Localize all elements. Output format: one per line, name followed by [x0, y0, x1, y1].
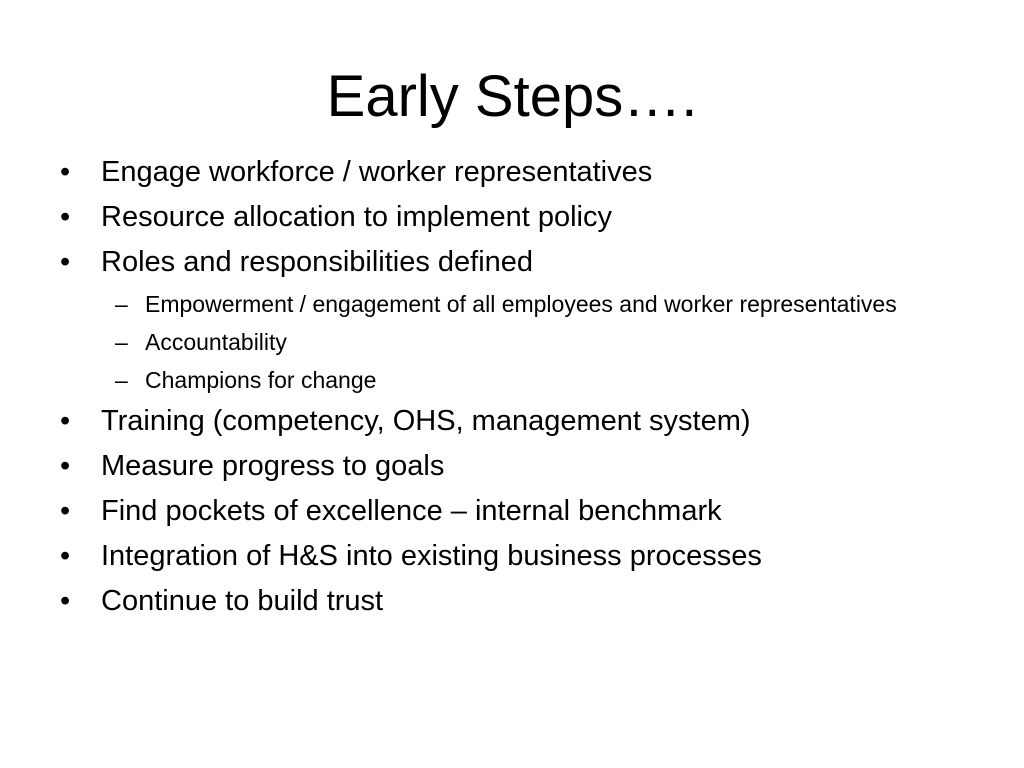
bullet-marker: •	[60, 450, 71, 482]
bullet-marker: •	[60, 156, 71, 188]
bullet-item	[60, 494, 960, 528]
sub-bullet-marker: –	[115, 329, 128, 355]
bullet-item	[60, 404, 960, 438]
bullet-marker: •	[60, 246, 71, 278]
bullet-item	[60, 539, 960, 573]
bullet-text: Resource allocation to implement policy	[101, 201, 612, 233]
sub-bullet-item	[115, 366, 905, 395]
bullet-marker: •	[60, 495, 71, 527]
bullet-text: Find pockets of excellence – internal benchmark	[101, 495, 722, 527]
bullet-text: Training (competency, OHS, management system)	[101, 405, 751, 437]
bullet-marker: •	[60, 540, 71, 572]
sub-bullet-marker: –	[115, 367, 128, 393]
sub-bullet-list	[60, 290, 960, 395]
bullet-marker: •	[60, 405, 71, 437]
sub-bullet-text: Accountability	[145, 329, 287, 355]
bullet-item	[60, 155, 960, 189]
sub-bullet-item	[115, 290, 905, 319]
sub-bullet-text: Empowerment / engagement of all employees and worker representatives	[145, 291, 897, 317]
bullet-list	[60, 155, 960, 629]
sub-bullet-marker: –	[115, 291, 128, 317]
bullet-marker: •	[60, 201, 71, 233]
slide-title: Early Steps….	[326, 64, 698, 129]
bullet-item	[60, 200, 960, 234]
bullet-item	[60, 245, 960, 279]
bullet-text: Integration of H&S into existing business processes	[101, 540, 762, 572]
bullet-text: Engage workforce / worker representatives	[101, 156, 653, 188]
sub-bullet-item	[115, 328, 905, 357]
bullet-item	[60, 584, 960, 618]
bullet-text: Continue to build trust	[101, 585, 384, 617]
sub-bullet-text: Champions for change	[145, 367, 377, 393]
bullet-text: Roles and responsibilities defined	[101, 246, 534, 278]
bullet-item	[60, 449, 960, 483]
bullet-marker: •	[60, 585, 71, 617]
bullet-text: Measure progress to goals	[101, 450, 445, 482]
